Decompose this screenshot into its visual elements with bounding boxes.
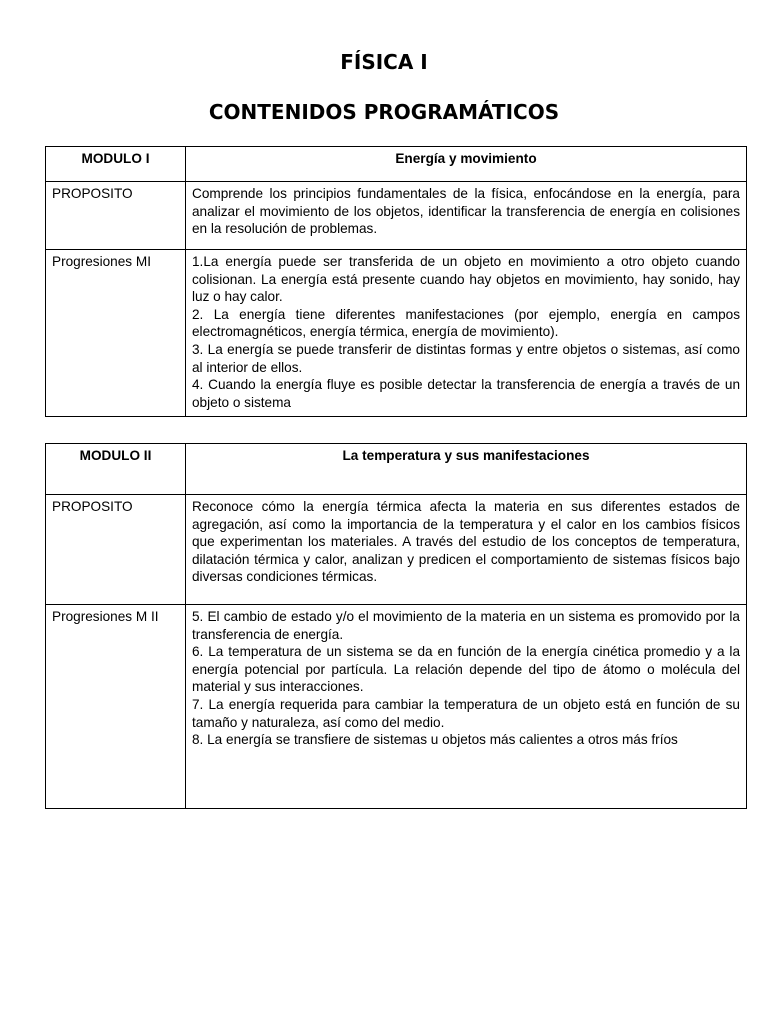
- progresion-item: 5. El cambio de estado y/o el movimiento de la materia en un sistema es promovido por la transferencia de energía.: [192, 609, 740, 642]
- module-2-name: La temperatura y sus manifestaciones: [186, 444, 747, 495]
- module-2-proposito-label: PROPOSITO: [46, 495, 186, 605]
- module-1-label: MODULO I: [46, 147, 186, 182]
- module-2-label: MODULO II: [46, 444, 186, 495]
- module-1-header-row: [46, 147, 747, 182]
- module-1-proposito-text: Comprende los principios fundamentales de la física, enfocándose en la energía, para analizar el movimiento de los objetos, identificar la transferencia de energía en colisiones en la resolución de problemas.: [186, 182, 747, 250]
- module-2-table: [45, 443, 747, 809]
- progresion-item: 7. La energía requerida para cambiar la temperatura de un objeto está en función de su tamaño y naturaleza, así como del medio.: [192, 696, 740, 730]
- document-subtitle: CONTENIDOS PROGRAMÁTICOS: [208, 100, 560, 124]
- module-1-progresiones-cell: [186, 250, 747, 417]
- module-2-progresiones-row: [46, 605, 747, 809]
- document-title: FÍSICA I: [340, 50, 428, 74]
- module-1-proposito-label: PROPOSITO: [46, 182, 186, 250]
- progresion-item: 1.La energía puede ser transferida de un objeto en movimiento a otro objeto cuando colisionan. La energía está presente cuando hay objetos en movimiento, hay sonido, hay luz o hay calor.: [192, 254, 740, 305]
- module-1-progresiones-label: Progresiones MI: [46, 250, 186, 417]
- module-2-header-row: [46, 444, 747, 495]
- module-1-name: Energía y movimiento: [186, 147, 747, 182]
- module-2-proposito-text: Reconoce cómo la energía térmica afecta la materia en sus diferentes estados de agregación, así como la importancia de la temperatura y el calor en los cambios físicos que experimentan los materiales. A través del estudio de los conceptos de temperatura, dilatación térmica y calor, analizan y predicen el comportamiento de sistemas físicos bajo diversas condiciones térmicas.: [186, 495, 747, 605]
- progresion-item: 8. La energía se transfiere de sistemas u objetos más calientes a otros más fríos: [192, 732, 678, 748]
- module-1-progresiones-row: [46, 250, 747, 417]
- module-1-table: [45, 146, 747, 417]
- module-2-progresiones-label: Progresiones M II: [46, 605, 186, 809]
- progresion-item: 4. Cuando la energía fluye es posible detectar la transferencia de energía a través de un objeto o sistema: [192, 377, 740, 410]
- progresion-item: 6. La temperatura de un sistema se da en función de la energía cinética promedio y a la energía potencial por partícula. La relación depende del tipo de átomo o molécula del material y sus interacciones.: [192, 644, 740, 695]
- progresion-item: 2. La energía tiene diferentes manifestaciones (por ejemplo, energía en campos electromagnéticos, energía térmica, energía de movimiento).: [192, 306, 740, 340]
- module-1-proposito-row: [46, 182, 747, 250]
- module-2-progresiones-cell: [186, 605, 747, 809]
- module-2-proposito-row: [46, 495, 747, 605]
- progresion-item: 3. La energía se puede transferir de distintas formas y entre objetos o sistemas, así como al interior de ellos.: [192, 341, 740, 375]
